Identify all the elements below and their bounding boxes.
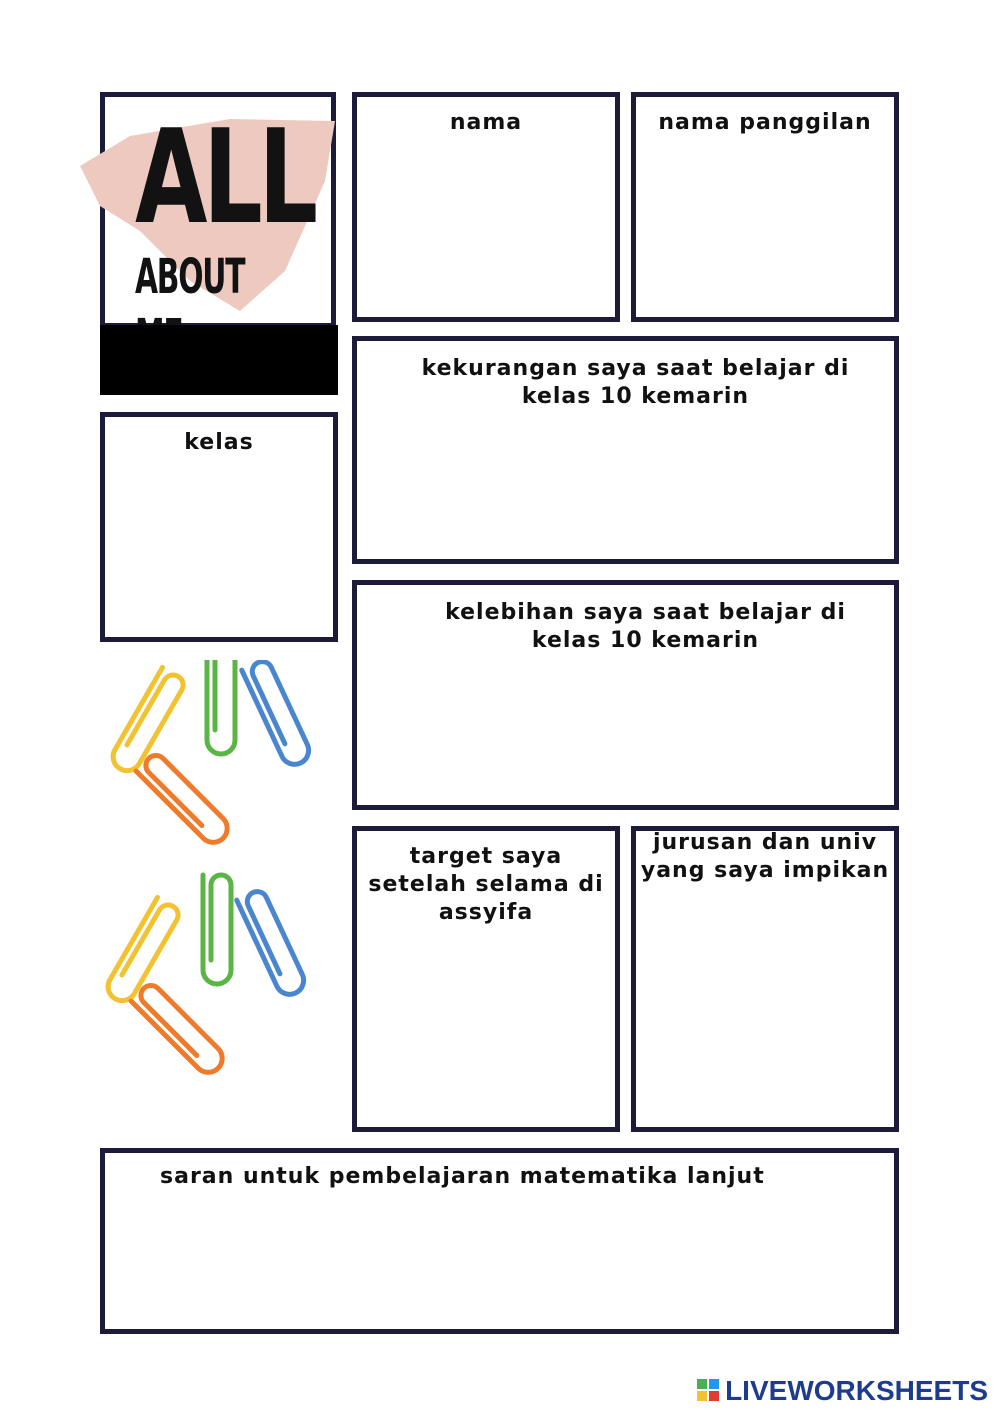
paperclip-icon — [131, 981, 228, 1078]
kekurangan-label: kekurangan saya saat belajar di kelas 10 kemarin — [421, 356, 850, 409]
jurusan-box[interactable] — [631, 826, 899, 1132]
nama-panggilan-label: nama panggilan — [658, 110, 872, 135]
jurusan-label: jurusan dan univ yang saya impikan — [640, 830, 890, 883]
nama-label: nama — [449, 110, 523, 135]
saran-label: saran untuk pembelajaran matematika lanjut — [160, 1164, 765, 1189]
nama-panggilan-box[interactable] — [631, 92, 899, 322]
paperclip-icon — [203, 875, 231, 984]
paperclips-decoration — [95, 660, 340, 1120]
paperclip-icon — [242, 660, 313, 769]
target-label: target saya setelah selama di assyifa — [368, 844, 604, 925]
kelebihan-box[interactable] — [352, 580, 899, 810]
target-box[interactable] — [352, 826, 620, 1132]
title-card — [100, 92, 336, 328]
saran-box[interactable] — [100, 1148, 899, 1334]
title-all: ALL — [135, 101, 314, 253]
liveworksheets-logo[interactable] — [697, 1376, 988, 1406]
paperclip-icon — [207, 660, 235, 754]
kelebihan-label: kelebihan saya saat belajar di kelas 10 kemarin — [445, 600, 846, 653]
title-about-me: ABOUT — [135, 249, 245, 305]
kelas-box[interactable] — [100, 412, 338, 642]
liveworksheets-icon — [697, 1379, 721, 1403]
nama-box[interactable] — [352, 92, 620, 322]
kelas-label: kelas — [184, 430, 254, 455]
paperclip-icon — [136, 751, 233, 848]
brand-text: LIVEWORKSHEETS — [725, 1375, 988, 1406]
kekurangan-box[interactable] — [352, 336, 899, 564]
paperclip-icon — [237, 888, 308, 999]
name-bar — [100, 325, 338, 395]
